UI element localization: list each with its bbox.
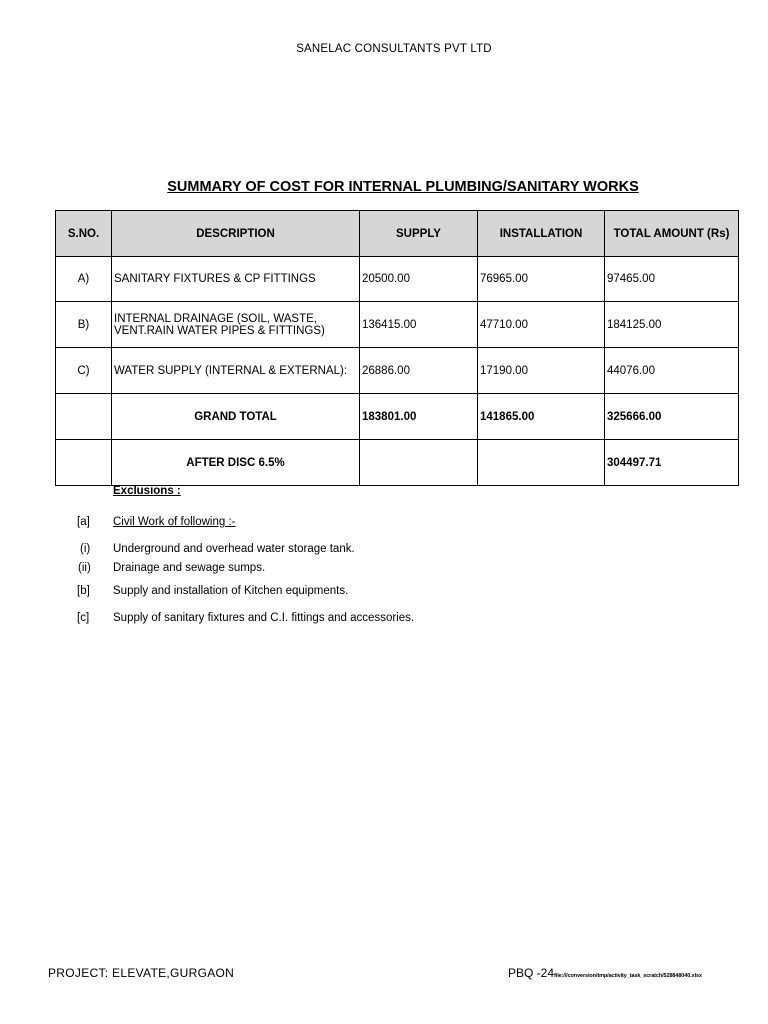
after-discount-row xyxy=(56,440,739,486)
exclusion-marker: (ii) xyxy=(78,562,91,574)
header-total-amount: TOTAL AMOUNT (Rs) xyxy=(605,211,739,257)
row-total: 97465.00 xyxy=(605,257,739,302)
after-discount-total: 304497.71 xyxy=(605,440,739,486)
exclusion-marker: (i) xyxy=(80,543,91,555)
row-total: 44076.00 xyxy=(605,348,739,394)
after-discount-label: AFTER DISC 6.5% xyxy=(112,440,360,486)
row-description: SANITARY FIXTURES & CP FITTINGS xyxy=(112,257,360,302)
row-total: 184125.00 xyxy=(605,302,739,348)
exclusion-text: Civil Work of following :- xyxy=(113,516,236,528)
header-supply: SUPPLY xyxy=(360,211,478,257)
row-supply: 136415.00 xyxy=(360,302,478,348)
exclusions-heading: Exclusions : xyxy=(113,485,181,497)
cost-summary-table xyxy=(55,210,739,486)
company-name: SANELAC CONSULTANTS PVT LTD xyxy=(296,43,492,55)
exclusion-marker: [b] xyxy=(77,585,90,597)
grand-total-installation: 141865.00 xyxy=(478,394,605,440)
header-sno: S.NO. xyxy=(56,211,112,257)
after-discount-supply xyxy=(360,440,478,486)
table-row xyxy=(56,348,739,394)
page-title-text: SUMMARY OF COST FOR INTERNAL PLUMBING/SANITARY WORKS xyxy=(167,179,639,195)
grand-total-amount: 325666.00 xyxy=(605,394,739,440)
after-discount-sno xyxy=(56,440,112,486)
exclusion-text: Supply of sanitary fixtures and C.I. fittings and accessories. xyxy=(113,612,415,624)
footer-page xyxy=(508,966,702,980)
table-row xyxy=(56,302,739,348)
page-title xyxy=(0,179,768,195)
row-supply: 26886.00 xyxy=(360,348,478,394)
grand-total-row xyxy=(56,394,739,440)
row-description: WATER SUPPLY (INTERNAL & EXTERNAL): xyxy=(112,348,360,394)
footer-file-path: file:///conversion/tmp/activity_task_scratch/528848040.xlsx xyxy=(554,973,702,979)
row-description: INTERNAL DRAINAGE (SOIL, WASTE, VENT.RAIN WATER PIPES & FITTINGS) xyxy=(112,302,360,348)
exclusion-text: Drainage and sewage sumps. xyxy=(113,562,266,574)
grand-total-label: GRAND TOTAL xyxy=(112,394,360,440)
grand-total-sno xyxy=(56,394,112,440)
row-installation: 47710.00 xyxy=(478,302,605,348)
exclusion-text: Underground and overhead water storage tank. xyxy=(113,543,355,555)
table-header-row xyxy=(56,211,739,257)
exclusion-marker: [a] xyxy=(77,516,90,528)
grand-total-supply: 183801.00 xyxy=(360,394,478,440)
exclusion-marker: [c] xyxy=(77,612,90,624)
table-row xyxy=(56,257,739,302)
exclusion-text: Supply and installation of Kitchen equipments. xyxy=(113,585,349,597)
row-supply: 20500.00 xyxy=(360,257,478,302)
row-installation: 76965.00 xyxy=(478,257,605,302)
header-installation: INSTALLATION xyxy=(478,211,605,257)
row-sno: C) xyxy=(56,348,112,394)
row-sno: B) xyxy=(56,302,112,348)
after-discount-installation xyxy=(478,440,605,486)
row-sno: A) xyxy=(56,257,112,302)
footer-page-number: PBQ -24 xyxy=(508,966,555,980)
footer-project: PROJECT: ELEVATE,GURGAON xyxy=(48,966,235,980)
row-installation: 17190.00 xyxy=(478,348,605,394)
header-description: DESCRIPTION xyxy=(112,211,360,257)
